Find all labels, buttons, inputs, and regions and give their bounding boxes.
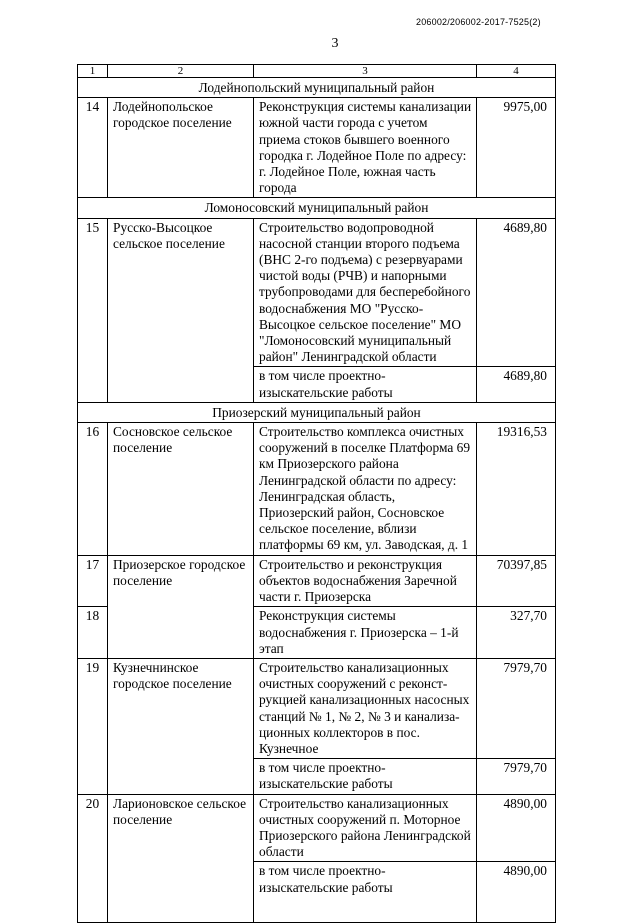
column-number: 4 [477, 65, 556, 78]
amount: 9975,00 [477, 98, 556, 198]
section-row [78, 402, 556, 422]
table-row [78, 555, 556, 607]
section-row [78, 78, 556, 98]
sub-work-description: в том числе проектно-изыскательские работы [254, 367, 477, 402]
work-description: Реконструкция системы канализации южной части города с учетом приема стоков бывшего военного городка г. Лодейное Поле по адресу: г. Лодейное Поле, южная часть города [254, 98, 477, 198]
settlement-name: Лодейнопольское городское поселение [108, 98, 254, 198]
page-number: 3 [331, 36, 339, 51]
table-row [78, 794, 556, 862]
row-number: 17 [78, 555, 108, 607]
row-number: 19 [78, 658, 108, 794]
sub-amount: 4689,80 [477, 367, 556, 402]
settlement-name: Кузнечнинское городское поселение [108, 658, 254, 794]
settlement-name: Ларионовское сельское поселение [108, 794, 254, 923]
work-description: Строительство канализационных очистных сооружений п. Моторное Приозерского района Ленинградской области [254, 794, 477, 862]
sub-work-description: в том числе проектно-изыскательские работы [254, 862, 477, 923]
row-number: 20 [78, 794, 108, 923]
column-number: 3 [254, 65, 477, 78]
sub-amount: 4890,00 [477, 862, 556, 923]
section-title: Приозерский муниципальный район [78, 402, 556, 422]
funding-table [77, 64, 556, 923]
work-description: Строительство комплекса очистных сооружений в поселке Платформа 69 км Приозерского района Ленинградской области по адресу: Ленинградская область, Приозерский район, Сосновское сельское поселение, вблизи платформы 69 км, ул. Заводская, д. 1 [254, 423, 477, 556]
section-title: Ломоносовский муниципальный район [78, 198, 556, 218]
settlement-name: Сосновское сельское поселение [108, 423, 254, 556]
amount: 327,70 [477, 607, 556, 659]
section-title: Лодейнопольский муниципальный район [78, 78, 556, 98]
sub-work-description: в том числе проектно-изыскательские работы [254, 759, 477, 794]
section-row [78, 198, 556, 218]
row-number: 14 [78, 98, 108, 198]
work-description: Строительство канализационных очистных сооружений с реконст-рукцией канализационных насосных станций № 1, № 2, № 3 и канализа-ционных коллекторов в пос. Кузнечное [254, 658, 477, 758]
amount: 19316,53 [477, 423, 556, 556]
amount: 70397,85 [477, 555, 556, 607]
work-description: Строительство и реконструкция объектов водоснабжения Заречной части г. Приозерска [254, 555, 477, 607]
amount: 7979,70 [477, 658, 556, 758]
table-row [78, 423, 556, 556]
table-row [78, 218, 556, 367]
column-number-row [78, 65, 556, 78]
work-description: Строительство водопроводной насосной станции второго подъема (ВНС 2-го подъема) с резервуарами чистой воды (РЧВ) и напорными трубопроводами для бесперебойного водоснабжения МО "Русско-Высоцкое сельское поселение" МО "Ломоносовский муниципальный район" Ленинградской области [254, 218, 477, 367]
row-number: 16 [78, 423, 108, 556]
sub-amount: 7979,70 [477, 759, 556, 794]
work-description: Реконструкция системы водоснабжения г. Приозерска – 1-й этап [254, 607, 477, 659]
amount: 4890,00 [477, 794, 556, 862]
column-number: 2 [108, 65, 254, 78]
row-number: 18 [78, 607, 108, 659]
amount: 4689,80 [477, 218, 556, 367]
settlement-name: Русско-Высоцкое сельское поселение [108, 218, 254, 402]
table-row [78, 658, 556, 758]
settlement-name: Приозерское городское поселение [108, 555, 254, 658]
table-row [78, 98, 556, 198]
document-id: 206002/206002-2017-7525(2) [416, 17, 541, 27]
column-number: 1 [78, 65, 108, 78]
row-number: 15 [78, 218, 108, 402]
